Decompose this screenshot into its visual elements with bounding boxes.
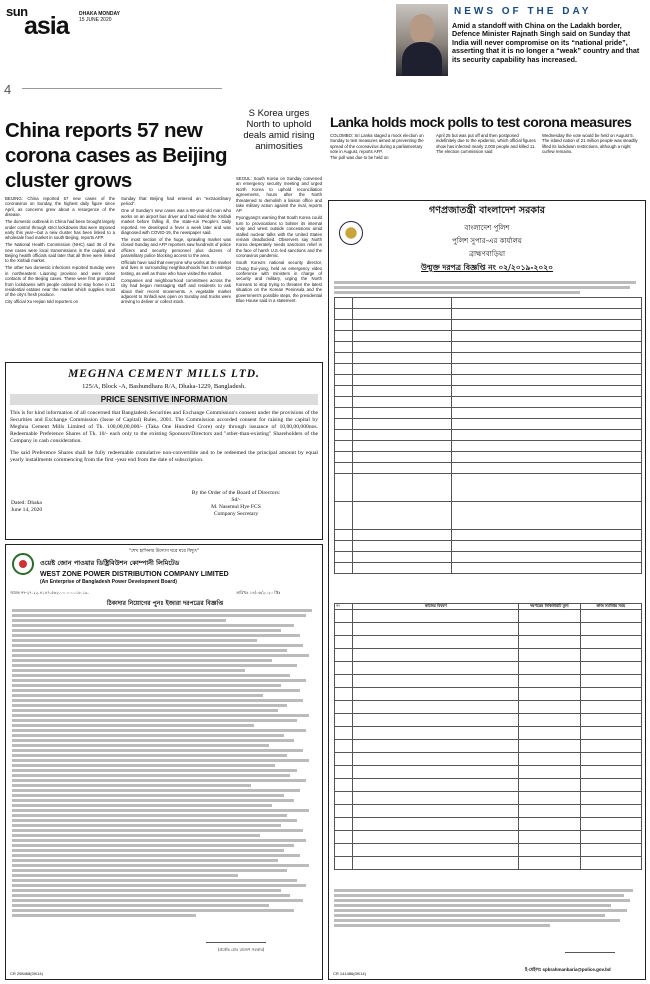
table-row [335, 830, 642, 843]
page-number: 4 [4, 82, 12, 97]
wzpdcl-sub-en: (An Enterprise of Bangladesh Power Development Board) [40, 579, 177, 585]
police-notice-title: উন্মুক্ত দরপত্র বিজ্ঞপ্তি নং ০২/২০১৯-২০২০ [420, 263, 554, 272]
wzpdcl-slogan: "শেখ হাসিনার উদ্যোগ ঘরে ঘরে বিদ্যুৎ" [128, 549, 200, 554]
table-row [335, 713, 642, 726]
wzpdcl-name-bn: ওয়েষ্ট জোন পাওয়ার ডিষ্ট্রিবিউশন কোম্পানী লিমিটেড [40, 559, 180, 567]
logo-top: sun [6, 4, 28, 19]
table-row [335, 791, 642, 804]
meghna-body-2: The said Preference Shares shall be fully redeemable cumulative non-convertible and to be redeemed the principal amount by equal yearly installments commencing from the first -year end from the date of subscription. [10, 450, 318, 463]
news-of-day-label: NEWS OF THE DAY [454, 6, 592, 17]
police-govt: গণপ্রজাতন্ত্রী বাংলাদেশ সরকার [429, 205, 545, 216]
police-code: CR 141486(09/14) [333, 971, 366, 976]
police-email: ই-মেইলঃ spbrahmanbaria@police.gov.bd [525, 967, 611, 972]
info-row [335, 331, 642, 342]
table-row [335, 687, 642, 700]
news-photo [396, 4, 448, 76]
meghna-signatory: M. Nasemul Hye FCS [211, 504, 261, 510]
meghna-ad [5, 362, 323, 540]
police-info-table [334, 297, 642, 574]
masthead-day: DHAKA MONDAY [79, 11, 121, 17]
table-row [335, 804, 642, 817]
table-row [335, 609, 642, 622]
meghna-company: MEGHNA CEMENT MILLS LTD. [68, 368, 260, 380]
wzpdcl-name-en: WEST ZONE POWER DISTRIBUTION COMPANY LIMITED [40, 571, 229, 578]
meghna-sd: Sd/- [231, 497, 241, 503]
info-row [335, 430, 642, 441]
info-row [335, 375, 642, 386]
info-row [335, 397, 642, 408]
lanka-col-3: Wednesday the vote would be held on August 5. The island nation of 21 million people was steadily lifted its lockdown restrictions, although a night curfew remains. [542, 133, 638, 155]
police-footer-lines [334, 889, 642, 929]
meghna-designation: Company Secretary [213, 511, 259, 517]
table-row [335, 674, 642, 687]
meghna-dated-value: June 14, 2020 [11, 507, 43, 513]
info-row [335, 364, 642, 375]
info-row [335, 419, 642, 430]
table-row [335, 700, 642, 713]
korea-headline: S Korea urges North to uphold deals amid rising animosities [243, 108, 315, 152]
wzpdcl-code: CR 298468(09/14) [10, 971, 43, 976]
police-head-period: কাজ সমাপ্তির সময় [580, 604, 641, 610]
table-row [335, 661, 642, 674]
news-of-day-text: Amid a standoff with China on the Ladakh border, Defence Minister Rajnath Singh said on Sunday that India will never compromise on its “national pride”, asserting that it is no longer a “weak” country and that its security capability has increased. [452, 21, 640, 64]
lanka-headline: Lanka holds mock polls to test corona measures [330, 114, 632, 130]
police-district: ব্রাহ্মণবাড়িয়া [468, 250, 505, 258]
table-row [335, 622, 642, 635]
info-row [335, 552, 642, 563]
wzpdcl-ref: স্মারক নং-২৭.২২.৪১৪৭.৫৬২.০০.০০.০১৮.১৯. [10, 590, 89, 595]
meghna-body-1: This is for kind information of all concerned that Bangladesh Securities and Exchange Commission's consent under the provisions of the Securities and Exchange Commission (Issue of Capital) Rules, 2001. The Commission accorded consent for raising the capital by Meghna Cement Mills Limited of Tk. 100,00,00,000/- (Taka One Hundred Crore) only through issuance of 10,00,00,000nos. Redeemable Preference Shares of Tk. 10/- each only to the existing Sponsors/Directors and "other-than-existing" Shareholders of the Company in cash consideration. [10, 410, 318, 444]
meghna-dated-label: Dated: Dhaka [11, 500, 42, 506]
police-signature [565, 945, 615, 953]
logo-main: asia [24, 12, 69, 40]
info-row [335, 502, 642, 530]
meghna-address: 125/A, Block -A, Bashundhara R/A, Dhaka-1229, Bangladesh. [82, 383, 246, 390]
table-row [335, 739, 642, 752]
info-row [335, 563, 642, 574]
masthead [6, 4, 246, 40]
lanka-col-2: April 25 but was put off and then postponed indefinitely due to the epidemic, which official figures show has infected nearly 2,000 people and killed 11. The election commission said [436, 133, 536, 155]
wzpdcl-logo [12, 553, 34, 575]
korea-body: SEOUL: South Korea on Sunday convened an emergency security meeting and urged North Korea to uphold reconciliation agreements, hours after the North threatened to demolish a liaison office and take military action against the rival, reports AP. Pyongyang's warning that South Korea could turn to provocations to bolster its internal unity and wrest outside concessions amid stalled nuclear talks with the United States remain deadlocked. Observers say North Korea desperately needs sanctions relief in the face of harsh U.S.-led sanctions and the coronavirus pandemic. South Korea's national security director, Chung Eui-yong, held an emergency video conference with ministers in charge of security and military, urging the North Koreans to stop trying to threaten the latest situation on the Korean Peninsula and the government's possible steps, the presidential Blue House said in a statement. [236, 176, 322, 303]
police-head-work: কাজের বিবরণ [353, 604, 519, 610]
police-logo [339, 221, 363, 245]
news-of-day [396, 4, 646, 100]
china-col-1: BEIJING: China reported 57 new cases of the coronavirus on Sunday, the highest daily figure since April, as concerns grew about a resurgence of the disease. The domestic outbreak in China had been brought largely under control through strict lockdowns that were imposed early this year—but a new cluster has been linked to a wholesale food market in south Beijing, reports AFP. The National Health Commission (NHC) said 36 of the new cases were local transmissions in the capital, and Beijing health officials said later that all three were linked to the Xinfadi market. The other two domestic infections reported Sunday were in northeastern Liaoning province and were close contacts of the Beijing cases. These were first prompted from lockdowns with people ordered to stay home in 11 residential estates near the market which supplies most of the city's fresh produce. City official Xu Hejian told reporters on [5, 196, 115, 305]
info-row [335, 474, 642, 502]
table-row [335, 726, 642, 739]
info-row [335, 342, 642, 353]
info-row [335, 386, 642, 397]
meghna-title: PRICE SENSITIVE INFORMATION [10, 394, 318, 405]
lanka-col-1: COLOMBO: Sri Lanka staged a mock election on Sunday to test measures aimed at preventing the spread of the coronavirus during a parliamentary vote in August, reports AFP. The poll was due to be held on [330, 133, 424, 160]
china-headline: China reports 57 new corona cases as Beijing cluster grows [5, 119, 228, 192]
info-row [335, 530, 642, 541]
masthead-date: 15 JUNE 2020 [79, 17, 112, 23]
wzpdcl-notice-title: ঠিকাদার নিয়োগের পুনঃ ইজারা দরপত্রের বিজ্ঞপ্তি [106, 600, 224, 607]
table-row [335, 778, 642, 791]
table-row [335, 765, 642, 778]
info-row [335, 309, 642, 320]
table-row [335, 817, 642, 830]
meghna-by-order: By the Order of the Board of Directors: [191, 490, 281, 496]
police-dept: বাংলাদেশ পুলিশ [464, 224, 510, 232]
police-office: পুলিশ সুপার-এর কার্যালয় [452, 237, 522, 245]
wzpdcl-signature [206, 933, 266, 943]
wzpdcl-signer: (প্রকৌঃ মোঃ রাজেশ সরকার) [217, 947, 265, 952]
info-row [335, 408, 642, 419]
info-row [335, 353, 642, 364]
table-row [335, 752, 642, 765]
info-row [335, 452, 642, 463]
info-row [335, 298, 642, 309]
info-row [335, 463, 642, 474]
table-row [335, 856, 642, 869]
info-row [335, 541, 642, 552]
wzpdcl-body-lines [12, 609, 318, 919]
police-ad [328, 200, 646, 980]
wzpdcl-ad [5, 544, 323, 980]
police-intro-lines [334, 281, 642, 296]
info-row [335, 441, 642, 452]
wzpdcl-ref-date: তারিখঃ ১৪/০৬/২০২০ খ্রিঃ [236, 590, 281, 595]
police-head-security: দরপত্রের সিকিউরিটি মূল্য [519, 604, 580, 610]
china-col-2: Sunday that Beijing had entered an “extraordinary period”. One of Sunday's new cases was a 58-year-old man who works on an airport bus driver and had visited the Xinfadi market before falling ill, the state-run People's Daily reported. He developed a fever a week later and was diagnosed with COVID-19, the newspaper said. The most section of the huge, sprawling market was closed Sunday and AFP reporters saw hundreds of police officers and security personnel plus dozens of paramilitary police blocking access to the area. Officials have said that everyone who works at the market and lives in surrounding neighbourhoods has to undergo testing, as well as those who have visited the market. Companies and neighbourhood committees across the city had begun messaging staff and residents to ask about their recent movements. A vegetable market adjacent to Xinfadi was open on Sunday and trucks were arriving to deliver or collect stock. [121, 196, 231, 305]
info-row [335, 320, 642, 331]
table-row [335, 648, 642, 661]
police-work-table: নং কাজের বিবরণ দরপত্রের সিকিউরিটি মূল্য কাজ সমাপ্তির সময় [334, 603, 642, 870]
table-row [335, 635, 642, 648]
table-row [335, 843, 642, 856]
